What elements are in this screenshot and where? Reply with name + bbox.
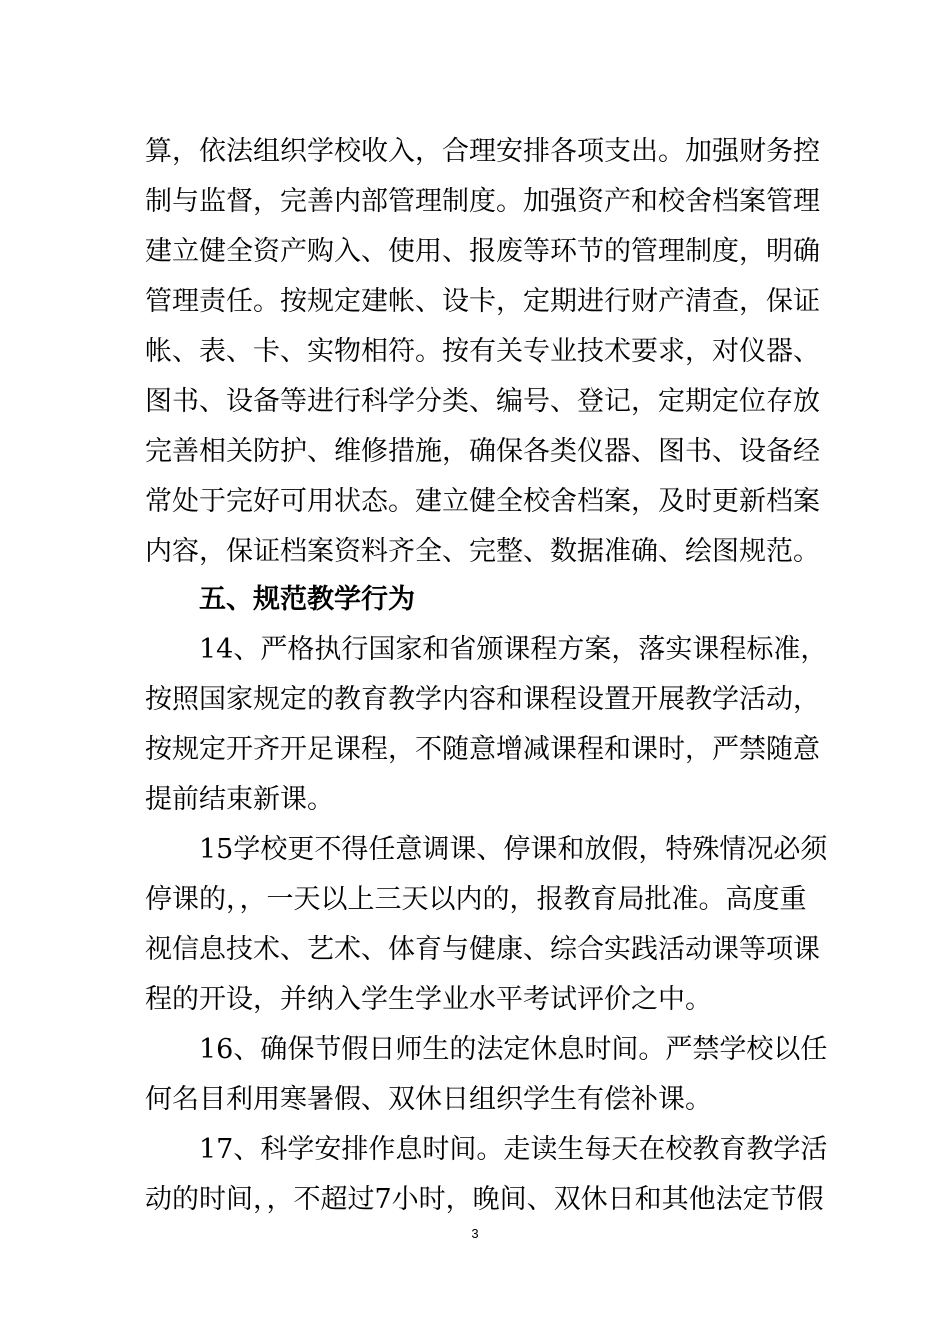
paragraph-17-line: 17、科学安排作息时间。走读生每天在校教育教学活 bbox=[199, 1134, 828, 1165]
paragraph-15-line: 视信息技术、艺术、体育与健康、综合实践活动课等项课 bbox=[145, 934, 820, 965]
text-line: 完善相关防护、维修措施，确保各类仪器、图书、设备经 bbox=[145, 436, 820, 467]
text-line: 内容，保证档案资料齐全、完整、数据准确、绘图规范。 bbox=[145, 536, 820, 567]
paragraph-16-line: 16、确保节假日师生的法定休息时间。严禁学校以任 bbox=[199, 1034, 828, 1065]
text-line: 建立健全资产购入、使用、报废等环节的管理制度，明确 bbox=[145, 236, 820, 267]
text-line: 帐、表、卡、实物相符。按有关专业技术要求，对仪器、 bbox=[145, 336, 820, 367]
text-line: 制与监督，完善内部管理制度。加强资产和校舍档案管理 bbox=[145, 186, 820, 217]
page-number: 3 bbox=[471, 1226, 479, 1241]
paragraph-15-line: 停课的，，一天以上三天以内的，报教育局批准。高度重 bbox=[145, 884, 807, 915]
text-line: 图书、设备等进行科学分类、编号、登记，定期定位存放 bbox=[145, 386, 820, 417]
paragraph-14-line: 14、严格执行国家和省颁课程方案，落实课程标准， bbox=[199, 634, 828, 665]
section-heading: 五、规范教学行为 bbox=[199, 584, 415, 615]
text-line: 常处于完好可用状态。建立健全校舍档案，及时更新档案 bbox=[145, 486, 820, 517]
paragraph-15-line: 15学校更不得任意调课、停课和放假，特殊情况必须 bbox=[199, 834, 828, 865]
paragraph-15-line: 程的开设，并纳入学生学业水平考试评价之中。 bbox=[145, 984, 712, 1015]
paragraph-14-line: 按照国家规定的教育教学内容和课程设置开展教学活动， bbox=[145, 684, 820, 715]
paragraph-14-line: 按规定开齐开足课程，不随意增减课程和课时，严禁随意 bbox=[145, 734, 820, 765]
paragraph-17-line: 动的时间，，不超过7小时，晚间、双休日和其他法定节假 bbox=[145, 1184, 824, 1215]
text-line: 算，依法组织学校收入，合理安排各项支出。加强财务控 bbox=[145, 136, 820, 167]
paragraph-16-line: 何名目利用寒暑假、双休日组织学生有偿补课。 bbox=[145, 1084, 712, 1115]
text-line: 管理责任。按规定建帐、设卡，定期进行财产清查，保证 bbox=[145, 286, 820, 317]
paragraph-14-line: 提前结束新课。 bbox=[145, 784, 334, 815]
